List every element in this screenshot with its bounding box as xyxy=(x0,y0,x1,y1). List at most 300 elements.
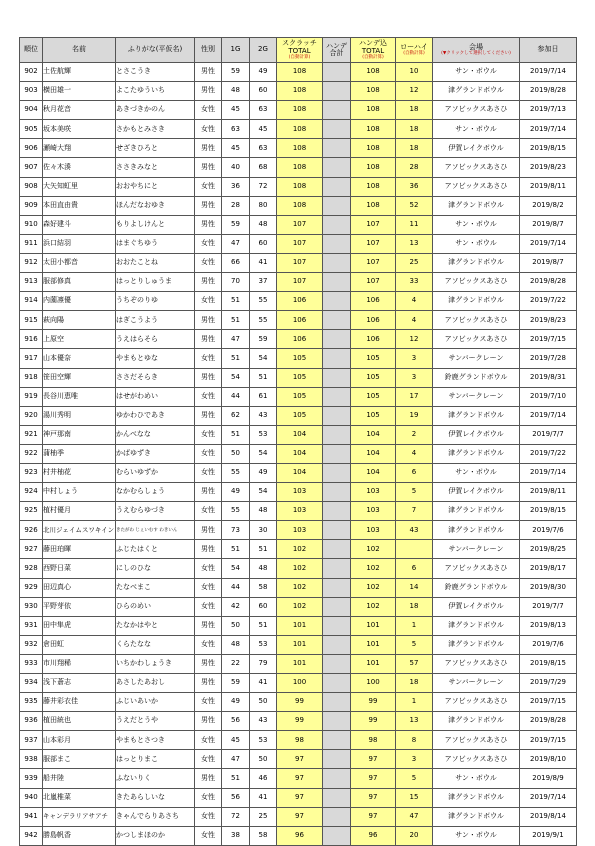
cell-date: 2019/8/28 xyxy=(520,82,577,101)
cell-venue: 伊賀レイクボウル xyxy=(433,139,520,158)
table-row xyxy=(20,826,577,845)
cell-rank: 942 xyxy=(20,826,43,845)
cell-name: 佐々木湊 xyxy=(43,158,116,177)
cell-kana: かんべなな xyxy=(116,425,195,444)
cell-scratch-total: 99 xyxy=(277,693,323,712)
cell-scratch-total: 97 xyxy=(277,750,323,769)
cell-game1: 22 xyxy=(222,654,250,673)
cell-name: 坂本美咲 xyxy=(43,120,116,139)
cell-date: 2019/8/11 xyxy=(520,483,577,502)
cell-name: 横田雄一 xyxy=(43,82,116,101)
cell-gender: 男性 xyxy=(195,330,222,349)
cell-venue: 津グランドボウル xyxy=(433,521,520,540)
cell-game2: 43 xyxy=(250,712,277,731)
cell-low-high: 18 xyxy=(396,139,433,158)
cell-name: 山本彩月 xyxy=(43,731,116,750)
header-hdtotal-l1: ハンデ込 xyxy=(359,39,387,47)
cell-venue: 津グランドボウル xyxy=(433,444,520,463)
cell-gender: 男性 xyxy=(195,712,222,731)
table-row xyxy=(20,731,577,750)
cell-name: 倉田虹 xyxy=(43,635,116,654)
cell-game1: 44 xyxy=(222,578,250,597)
cell-venue: 津グランドボウル xyxy=(433,502,520,521)
cell-game2: 25 xyxy=(250,807,277,826)
cell-scratch-total: 108 xyxy=(277,158,323,177)
cell-scratch-total: 101 xyxy=(277,616,323,635)
cell-venue: サン・ボウル xyxy=(433,826,520,845)
cell-gender: 女性 xyxy=(195,559,222,578)
cell-name: 田辺真心 xyxy=(43,578,116,597)
cell-handicap xyxy=(323,349,351,368)
cell-low-high: 12 xyxy=(396,82,433,101)
cell-game2: 60 xyxy=(250,597,277,616)
cell-handicap xyxy=(323,635,351,654)
cell-date: 2019/7/22 xyxy=(520,444,577,463)
cell-kana: なかむらしょう xyxy=(116,483,195,502)
cell-name: 市川翔稀 xyxy=(43,654,116,673)
cell-venue: アソビックスあさひ xyxy=(433,158,520,177)
cell-game1: 73 xyxy=(222,521,250,540)
cell-handicap-total: 99 xyxy=(351,693,396,712)
cell-gender: 女性 xyxy=(195,731,222,750)
cell-rank: 919 xyxy=(20,387,43,406)
cell-rank: 939 xyxy=(20,769,43,788)
cell-low-high: 7 xyxy=(396,502,433,521)
cell-venue: 津グランドボウル xyxy=(433,253,520,272)
cell-handicap-total: 102 xyxy=(351,559,396,578)
cell-kana: かつしまほのか xyxy=(116,826,195,845)
cell-venue: アソビックスあさひ xyxy=(433,750,520,769)
cell-game2: 53 xyxy=(250,425,277,444)
cell-kana: ふじたはくと xyxy=(116,540,195,559)
cell-handicap-total: 103 xyxy=(351,483,396,502)
cell-handicap-total: 101 xyxy=(351,616,396,635)
cell-handicap xyxy=(323,578,351,597)
cell-low-high: 4 xyxy=(396,444,433,463)
cell-scratch-total: 102 xyxy=(277,559,323,578)
cell-gender: 男性 xyxy=(195,616,222,635)
cell-handicap xyxy=(323,253,351,272)
cell-game1: 51 xyxy=(222,540,250,559)
cell-kana: ひらのめい xyxy=(116,597,195,616)
cell-date: 2019/8/9 xyxy=(520,769,577,788)
cell-date: 2019/8/25 xyxy=(520,540,577,559)
cell-game2: 72 xyxy=(250,177,277,196)
cell-scratch-total: 108 xyxy=(277,196,323,215)
cell-name: 船井陸 xyxy=(43,769,116,788)
table-row xyxy=(20,712,577,731)
cell-date: 2019/8/31 xyxy=(520,368,577,387)
cell-venue: サンバークレーン xyxy=(433,674,520,693)
cell-rank: 910 xyxy=(20,215,43,234)
cell-handicap-total: 102 xyxy=(351,597,396,616)
cell-low-high: 6 xyxy=(396,463,433,482)
cell-rank: 905 xyxy=(20,120,43,139)
cell-game1: 49 xyxy=(222,483,250,502)
cell-rank: 914 xyxy=(20,292,43,311)
cell-date: 2019/8/17 xyxy=(520,559,577,578)
table-row xyxy=(20,330,577,349)
cell-game2: 45 xyxy=(250,120,277,139)
cell-name: 平野芽依 xyxy=(43,597,116,616)
table-row xyxy=(20,635,577,654)
cell-gender: 男性 xyxy=(195,406,222,425)
cell-scratch-total: 104 xyxy=(277,444,323,463)
cell-gender: 男性 xyxy=(195,82,222,101)
table-row xyxy=(20,597,577,616)
cell-rank: 941 xyxy=(20,807,43,826)
cell-kana: あきづきかのん xyxy=(116,101,195,120)
cell-rank: 930 xyxy=(20,597,43,616)
cell-date: 2019/8/28 xyxy=(520,273,577,292)
cell-game2: 37 xyxy=(250,273,277,292)
cell-scratch-total: 99 xyxy=(277,712,323,731)
cell-gender: 男性 xyxy=(195,215,222,234)
cell-game2: 50 xyxy=(250,750,277,769)
cell-low-high: 25 xyxy=(396,253,433,272)
cell-gender: 男性 xyxy=(195,158,222,177)
cell-game1: 45 xyxy=(222,101,250,120)
cell-low-high: 1 xyxy=(396,693,433,712)
cell-scratch-total: 105 xyxy=(277,387,323,406)
cell-gender: 女性 xyxy=(195,788,222,807)
cell-venue: アソビックスあさひ xyxy=(433,654,520,673)
cell-low-high: 1 xyxy=(396,616,433,635)
cell-handicap-total: 102 xyxy=(351,578,396,597)
header-scratch-sub: (自動計算) xyxy=(288,55,311,60)
cell-name: 長谷川恵唯 xyxy=(43,387,116,406)
cell-handicap xyxy=(323,712,351,731)
cell-date: 2019/7/10 xyxy=(520,387,577,406)
cell-handicap xyxy=(323,330,351,349)
cell-game1: 45 xyxy=(222,731,250,750)
cell-rank: 920 xyxy=(20,406,43,425)
table-row xyxy=(20,196,577,215)
cell-date: 2019/7/29 xyxy=(520,674,577,693)
cell-handicap xyxy=(323,654,351,673)
cell-game2: 48 xyxy=(250,559,277,578)
cell-handicap-total: 104 xyxy=(351,463,396,482)
header-handicap-l1: ハンデ xyxy=(326,41,347,50)
cell-game1: 47 xyxy=(222,234,250,253)
cell-game2: 48 xyxy=(250,215,277,234)
cell-gender: 女性 xyxy=(195,826,222,845)
table-row xyxy=(20,559,577,578)
cell-kana: おおやちにと xyxy=(116,177,195,196)
cell-rank: 906 xyxy=(20,139,43,158)
cell-game1: 55 xyxy=(222,463,250,482)
table-row xyxy=(20,158,577,177)
cell-handicap xyxy=(323,234,351,253)
cell-venue: 津グランドボウル xyxy=(433,292,520,311)
cell-handicap-total: 97 xyxy=(351,769,396,788)
cell-game1: 72 xyxy=(222,807,250,826)
cell-low-high: 36 xyxy=(396,177,433,196)
cell-game2: 43 xyxy=(250,406,277,425)
cell-low-high: 6 xyxy=(396,559,433,578)
cell-game2: 61 xyxy=(250,387,277,406)
cell-rank: 912 xyxy=(20,253,43,272)
cell-handicap xyxy=(323,311,351,330)
cell-handicap-total: 106 xyxy=(351,330,396,349)
table-row xyxy=(20,387,577,406)
cell-low-high: 8 xyxy=(396,731,433,750)
cell-venue: サンバークレーン xyxy=(433,349,520,368)
cell-gender: 男性 xyxy=(195,483,222,502)
cell-game1: 56 xyxy=(222,788,250,807)
cell-handicap-total: 97 xyxy=(351,807,396,826)
cell-gender: 女性 xyxy=(195,387,222,406)
header-name: 名前 xyxy=(43,38,116,63)
header-hdtotal-sub: (自動計算) xyxy=(362,55,384,60)
cell-handicap xyxy=(323,273,351,292)
table-row xyxy=(20,215,577,234)
cell-date: 2019/8/13 xyxy=(520,616,577,635)
table-row xyxy=(20,253,577,272)
cell-date: 2019/7/7 xyxy=(520,425,577,444)
cell-gender: 女性 xyxy=(195,425,222,444)
cell-date: 2019/7/15 xyxy=(520,693,577,712)
cell-handicap-total: 108 xyxy=(351,101,396,120)
table-row xyxy=(20,273,577,292)
cell-handicap-total: 103 xyxy=(351,521,396,540)
cell-venue: アソビックスあさひ xyxy=(433,311,520,330)
cell-handicap xyxy=(323,769,351,788)
cell-handicap xyxy=(323,120,351,139)
cell-kana: きゃんでらりあさち xyxy=(116,807,195,826)
table-row xyxy=(20,63,577,82)
cell-kana: あさしたあおし xyxy=(116,674,195,693)
cell-gender: 女性 xyxy=(195,750,222,769)
cell-low-high: 57 xyxy=(396,654,433,673)
cell-kana: たなかはやと xyxy=(116,616,195,635)
cell-venue: アソビックスあさひ xyxy=(433,693,520,712)
cell-handicap xyxy=(323,483,351,502)
cell-kana: はせがわめい xyxy=(116,387,195,406)
cell-game2: 50 xyxy=(250,693,277,712)
table-row xyxy=(20,502,577,521)
cell-game2: 48 xyxy=(250,502,277,521)
cell-game1: 51 xyxy=(222,425,250,444)
cell-game1: 47 xyxy=(222,330,250,349)
cell-venue: サンバークレーン xyxy=(433,540,520,559)
cell-scratch-total: 100 xyxy=(277,674,323,693)
cell-rank: 911 xyxy=(20,234,43,253)
cell-low-high: 3 xyxy=(396,349,433,368)
cell-rank: 927 xyxy=(20,540,43,559)
cell-scratch-total: 108 xyxy=(277,139,323,158)
cell-game2: 55 xyxy=(250,311,277,330)
cell-game2: 68 xyxy=(250,158,277,177)
cell-name: 植田統也 xyxy=(43,712,116,731)
cell-scratch-total: 103 xyxy=(277,483,323,502)
cell-low-high: 5 xyxy=(396,769,433,788)
cell-game1: 50 xyxy=(222,444,250,463)
table-row xyxy=(20,425,577,444)
cell-name: 北川ジェイムスワキイン xyxy=(43,521,116,540)
cell-low-high: 2 xyxy=(396,425,433,444)
cell-scratch-total: 103 xyxy=(277,521,323,540)
cell-venue: アソビックスあさひ xyxy=(433,559,520,578)
cell-date: 2019/8/7 xyxy=(520,215,577,234)
cell-handicap-total: 106 xyxy=(351,311,396,330)
cell-handicap xyxy=(323,502,351,521)
cell-kana: せざきひろと xyxy=(116,139,195,158)
table-row xyxy=(20,368,577,387)
cell-handicap-total: 104 xyxy=(351,425,396,444)
cell-kana: やまもとさつき xyxy=(116,731,195,750)
cell-scratch-total: 107 xyxy=(277,273,323,292)
cell-date: 2019/8/14 xyxy=(520,807,577,826)
cell-scratch-total: 107 xyxy=(277,234,323,253)
cell-name: 蒲柚季 xyxy=(43,444,116,463)
cell-date: 2019/8/7 xyxy=(520,253,577,272)
cell-rank: 925 xyxy=(20,502,43,521)
cell-scratch-total: 97 xyxy=(277,788,323,807)
cell-date: 2019/7/6 xyxy=(520,521,577,540)
cell-name: 西野日菜 xyxy=(43,559,116,578)
cell-kana: はっとりしゅうま xyxy=(116,273,195,292)
cell-scratch-total: 106 xyxy=(277,330,323,349)
cell-game1: 49 xyxy=(222,693,250,712)
cell-gender: 女性 xyxy=(195,253,222,272)
cell-rank: 903 xyxy=(20,82,43,101)
cell-date: 2019/7/6 xyxy=(520,635,577,654)
cell-kana: はっとりまこ xyxy=(116,750,195,769)
header-hdtotal-l2: TOTAL xyxy=(361,46,385,55)
cell-venue: 鈴鹿グランドボウル xyxy=(433,578,520,597)
header-rank: 順位 xyxy=(20,38,43,63)
cell-kana: きたあらしいな xyxy=(116,788,195,807)
cell-handicap xyxy=(323,616,351,635)
cell-venue: 津グランドボウル xyxy=(433,807,520,826)
cell-game1: 56 xyxy=(222,712,250,731)
table-row xyxy=(20,807,577,826)
cell-scratch-total: 106 xyxy=(277,292,323,311)
cell-scratch-total: 108 xyxy=(277,101,323,120)
cell-scratch-total: 98 xyxy=(277,731,323,750)
cell-date: 2019/8/23 xyxy=(520,158,577,177)
cell-gender: 女性 xyxy=(195,502,222,521)
cell-date: 2019/8/10 xyxy=(520,750,577,769)
cell-handicap-total: 101 xyxy=(351,654,396,673)
cell-game2: 63 xyxy=(250,101,277,120)
cell-low-high: 28 xyxy=(396,158,433,177)
cell-handicap xyxy=(323,292,351,311)
cell-game1: 59 xyxy=(222,63,250,82)
cell-kana: むらいゆずか xyxy=(116,463,195,482)
cell-game1: 51 xyxy=(222,349,250,368)
cell-gender: 男性 xyxy=(195,368,222,387)
cell-rank: 909 xyxy=(20,196,43,215)
cell-handicap xyxy=(323,177,351,196)
cell-gender: 男性 xyxy=(195,273,222,292)
cell-rank: 940 xyxy=(20,788,43,807)
cell-kana: ふじいあいか xyxy=(116,693,195,712)
cell-handicap xyxy=(323,82,351,101)
cell-game2: 51 xyxy=(250,616,277,635)
cell-low-high: 17 xyxy=(396,387,433,406)
cell-name: 植村優月 xyxy=(43,502,116,521)
cell-game2: 51 xyxy=(250,540,277,559)
cell-gender: 男性 xyxy=(195,63,222,82)
cell-kana: ふないりく xyxy=(116,769,195,788)
cell-scratch-total: 108 xyxy=(277,177,323,196)
cell-kana: うちぞのりゆ xyxy=(116,292,195,311)
cell-game2: 41 xyxy=(250,788,277,807)
cell-handicap-total: 105 xyxy=(351,406,396,425)
cell-date: 2019/7/15 xyxy=(520,731,577,750)
header-gender: 性別 xyxy=(195,38,222,63)
cell-handicap-total: 108 xyxy=(351,158,396,177)
cell-date: 2019/7/14 xyxy=(520,406,577,425)
cell-low-high: 20 xyxy=(396,826,433,845)
cell-gender: 女性 xyxy=(195,807,222,826)
cell-handicap-total: 107 xyxy=(351,234,396,253)
cell-kana: さかもとみさき xyxy=(116,120,195,139)
cell-game1: 50 xyxy=(222,616,250,635)
cell-rank: 908 xyxy=(20,177,43,196)
cell-game1: 55 xyxy=(222,502,250,521)
cell-rank: 931 xyxy=(20,616,43,635)
cell-rank: 918 xyxy=(20,368,43,387)
cell-game2: 51 xyxy=(250,368,277,387)
cell-handicap-total: 96 xyxy=(351,826,396,845)
cell-date: 2019/7/13 xyxy=(520,101,577,120)
cell-venue: アソビックスあさひ xyxy=(433,101,520,120)
cell-rank: 902 xyxy=(20,63,43,82)
cell-rank: 922 xyxy=(20,444,43,463)
cell-scratch-total: 104 xyxy=(277,463,323,482)
cell-rank: 934 xyxy=(20,674,43,693)
table-body xyxy=(20,63,577,846)
cell-kana: たなべまこ xyxy=(116,578,195,597)
cell-game1: 42 xyxy=(222,597,250,616)
cell-low-high: 13 xyxy=(396,234,433,253)
cell-date: 2019/8/28 xyxy=(520,712,577,731)
cell-game1: 59 xyxy=(222,215,250,234)
cell-kana: ささだそらき xyxy=(116,368,195,387)
cell-handicap-total: 97 xyxy=(351,788,396,807)
cell-name: 笹田空輝 xyxy=(43,368,116,387)
cell-low-high xyxy=(396,540,433,559)
table-row xyxy=(20,521,577,540)
table-row xyxy=(20,616,577,635)
cell-low-high: 19 xyxy=(396,406,433,425)
cell-gender: 女性 xyxy=(195,101,222,120)
cell-handicap xyxy=(323,731,351,750)
cell-kana: くらたなな xyxy=(116,635,195,654)
cell-game2: 63 xyxy=(250,139,277,158)
cell-name: 本田直由貴 xyxy=(43,196,116,215)
cell-kana: うえだとうや xyxy=(116,712,195,731)
cell-kana: うえはらそら xyxy=(116,330,195,349)
cell-scratch-total: 103 xyxy=(277,502,323,521)
cell-name: 中村しょう xyxy=(43,483,116,502)
cell-name: 太田小都音 xyxy=(43,253,116,272)
cell-handicap xyxy=(323,101,351,120)
cell-handicap-total: 108 xyxy=(351,196,396,215)
header-venue xyxy=(433,38,520,63)
cell-date: 2019/8/15 xyxy=(520,139,577,158)
cell-handicap-total: 101 xyxy=(351,635,396,654)
cell-venue: 伊賀レイクボウル xyxy=(433,597,520,616)
cell-handicap-total: 108 xyxy=(351,63,396,82)
cell-rank: 932 xyxy=(20,635,43,654)
cell-gender: 女性 xyxy=(195,292,222,311)
cell-venue: サン・ボウル xyxy=(433,120,520,139)
cell-low-high: 47 xyxy=(396,807,433,826)
